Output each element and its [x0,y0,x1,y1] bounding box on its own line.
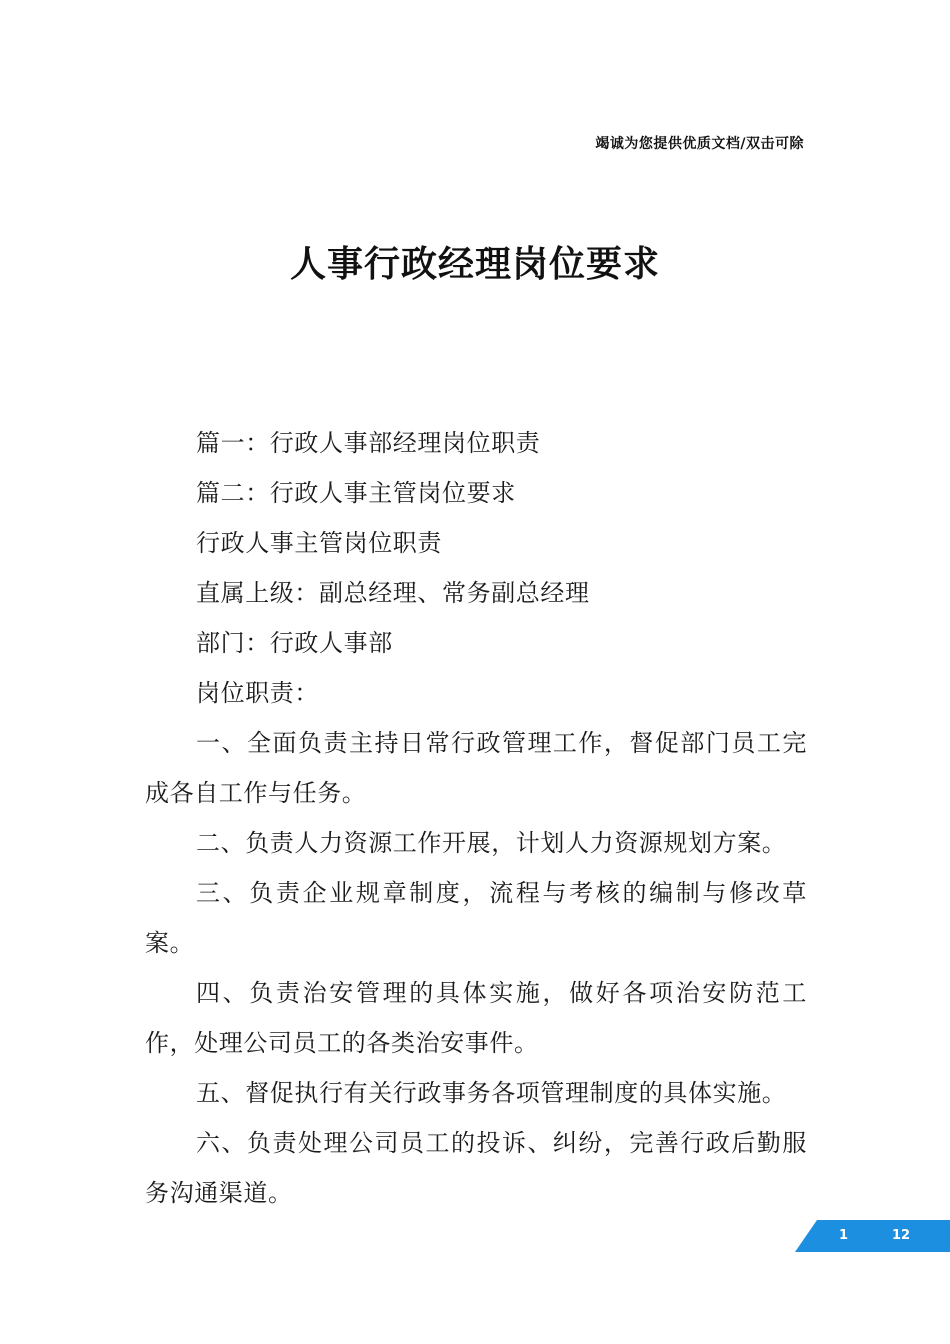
paragraph-duty-5: 五、督促执行有关行政事务各项管理制度的具体实施。 [196,1079,787,1107]
paragraph-duties-heading: 岗位职责： [196,679,319,707]
paragraph-section-1: 篇一：行政人事部经理岗位职责 [196,429,541,457]
document-title: 人事行政经理岗位要求 [289,244,660,285]
paragraph-duty-2: 二、负责人力资源工作开展，计划人力资源规划方案。 [196,829,787,857]
footer-accent-band [795,1220,950,1252]
paragraph-duty-4: 四、负责治安管理的具体实施，做好各项治安防范工作，处理公司员工的各类治安事件。 [145,979,807,1057]
header-note: 竭诚为您提供优质文档/双击可除 [595,136,804,152]
current-page-number: 1 [839,1228,849,1243]
page-number-footer [795,1220,950,1252]
paragraph-duty-6: 六、负责处理公司员工的投诉、纠纷，完善行政后勤服务沟通渠道。 [145,1129,807,1207]
paragraph-department: 部门：行政人事部 [196,629,393,657]
paragraph-job-title: 行政人事主管岗位职责 [196,529,442,557]
paragraph-section-2: 篇二：行政人事主管岗位要求 [196,479,516,507]
paragraph-duty-1: 一、全面负责主持日常行政管理工作，督促部门员工完成各自工作与任务。 [145,729,807,807]
total-page-count: 12 [892,1228,911,1243]
paragraph-supervisor: 直属上级：副总经理、常务副总经理 [196,579,590,607]
document-body [145,418,807,1218]
paragraph-duty-3: 三、负责企业规章制度，流程与考核的编制与修改草案。 [145,879,807,957]
